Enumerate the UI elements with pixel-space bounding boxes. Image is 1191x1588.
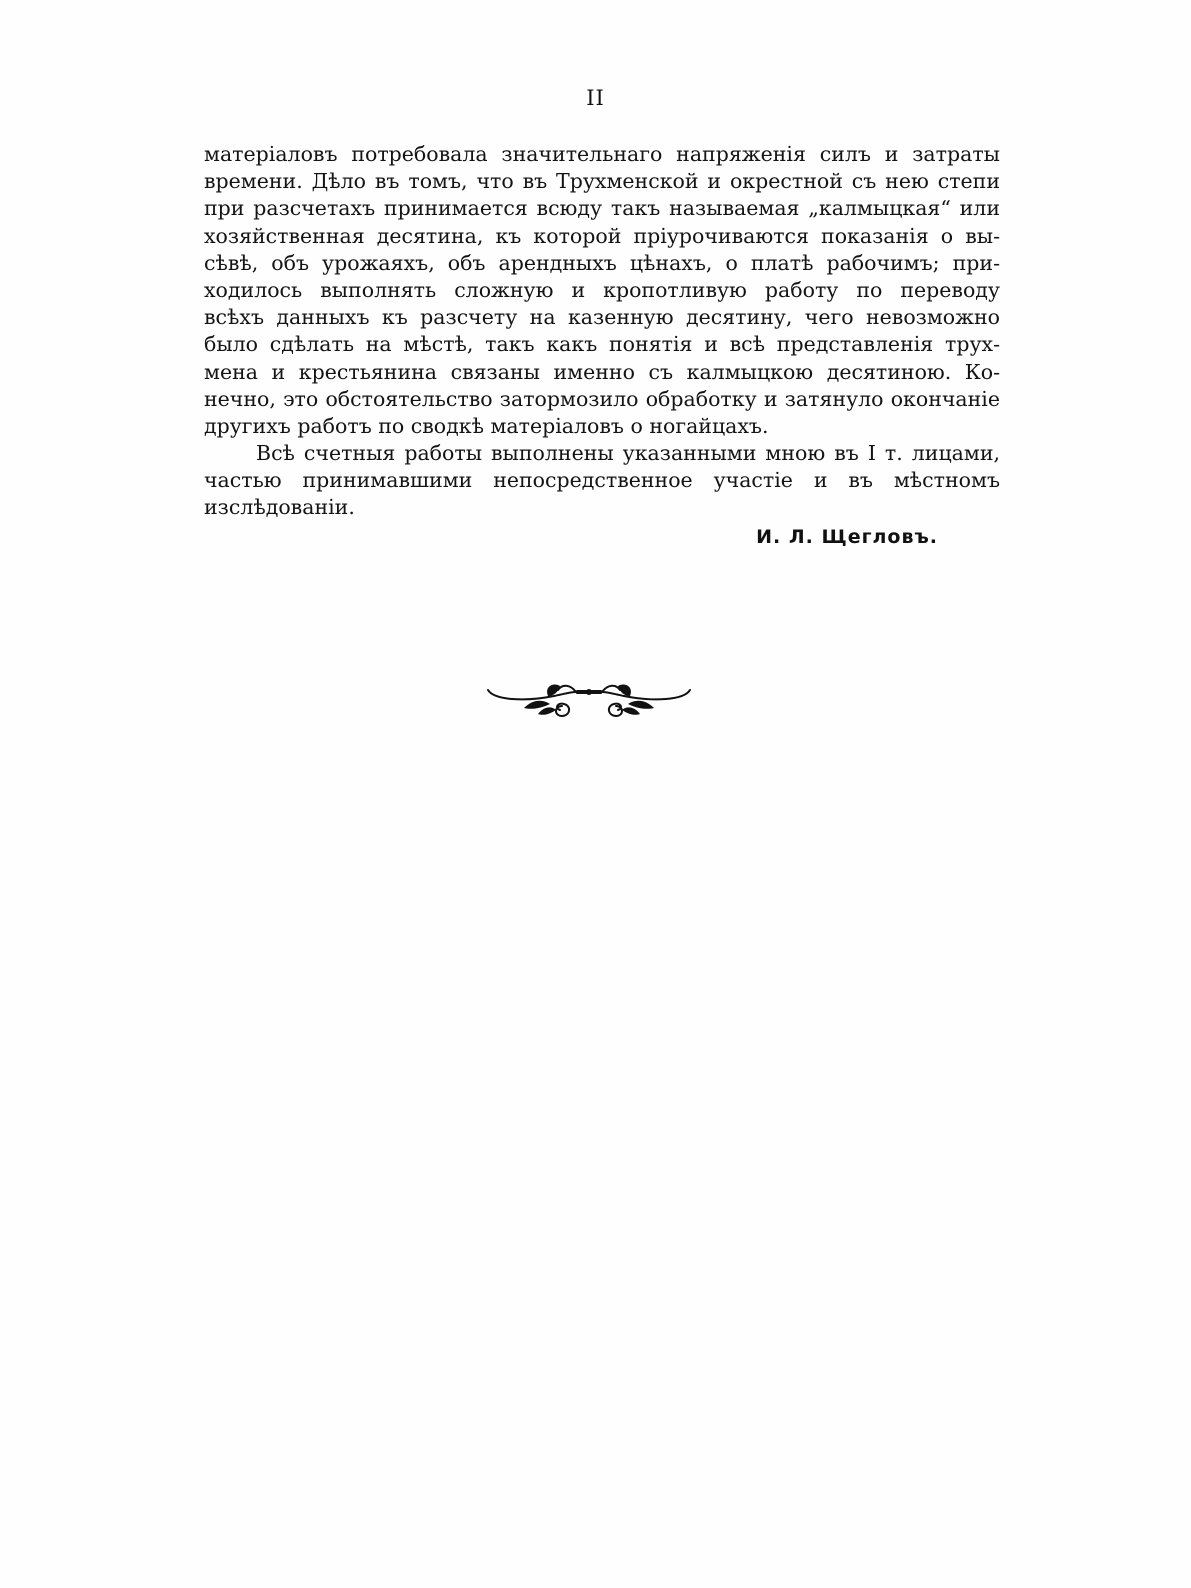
decorative-flourish-icon [484,678,694,722]
text-line: мена и крестьянина связаны именно съ калмыцкою десятиною. Ко- [204,359,1000,384]
text-line: при разсчетахъ принимается всюду такъ называемая „калмыцкая“ или [204,196,1000,221]
text-line: Всѣ счетныя работы выполнены указанными мною въ I т. лицами, [256,441,1000,466]
text-line: изслѣдованіи. [204,495,355,520]
author-signature: И. Л. Щегловъ. [756,526,938,548]
text-line: ходилось выполнять сложную и кропотливую работу по переводу [204,277,1000,302]
body-text [204,141,1000,522]
text-line: частью принимавшими непосредственное участіе и въ мѣстномъ [204,468,1000,493]
text-line: времени. Дѣло въ томъ, что въ Трухменской и окрестной съ нею степи [204,169,1000,194]
text-line: хозяйственная десятина, къ которой пріурочиваются показанія о вы- [204,223,1000,248]
text-line: нечно, это обстоятельство затормозило обработку и затянуло окончаніе [204,386,1000,411]
page-number: II [586,86,605,110]
text-line: другихъ работъ по сводкѣ матеріаловъ о ногайцахъ. [204,413,769,438]
text-line: было сдѣлать на мѣстѣ, такъ какъ понятія и всѣ представленія трух- [204,332,1000,357]
text-line: сѣвѣ, объ урожаяхъ, объ арендныхъ цѣнахъ, о платѣ рабочимъ; при- [204,250,1000,275]
text-line: всѣхъ данныхъ къ разсчету на казенную десятину, чего невозможно [204,305,1000,330]
text-line: матеріаловъ потребовала значительнаго напряженія силъ и затраты [204,142,1000,166]
